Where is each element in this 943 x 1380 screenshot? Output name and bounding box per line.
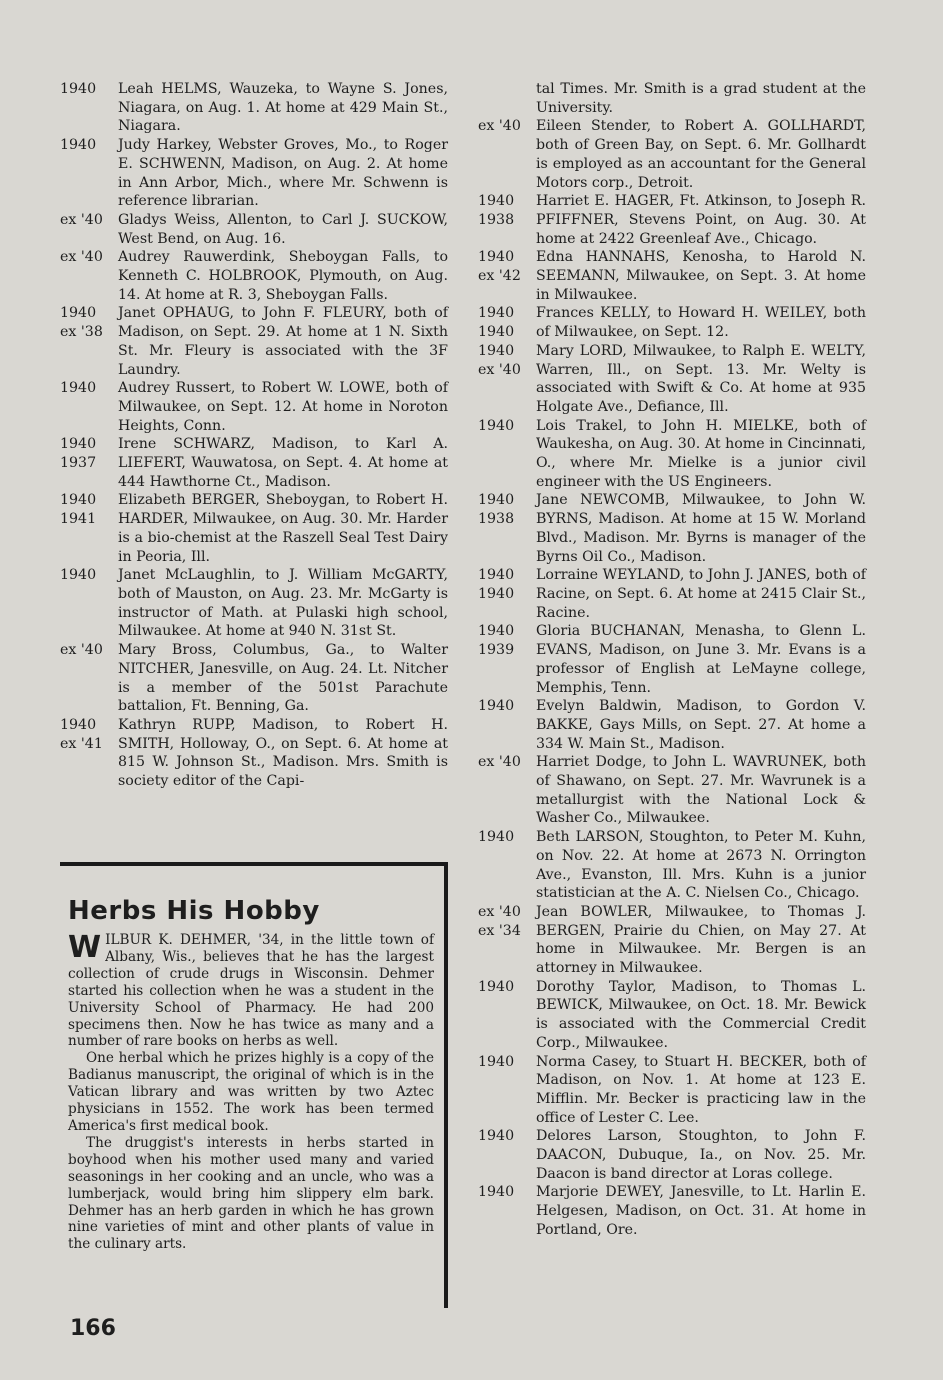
announcement-text: Marjorie DEWEY, Janesville, to Lt. Harlin E. Helgesen, Madison, on Oct. 31. At home in Portland, Ore. (536, 1184, 866, 1238)
class-year-labels (478, 753, 536, 828)
announcement-text: tal Times. Mr. Smith is a grad student at the University. (536, 81, 866, 116)
announcement-text: Harriet E. HAGER, Ft. Atkinson, to Joseph R. PFIFFNER, Stevens Point, on Aug. 30. At home at 2422 Greenleaf Ave., Chicago. (536, 193, 866, 247)
class-year-labels (478, 1053, 536, 1128)
page-number: 166 (70, 1316, 116, 1341)
announcement-text: Leah HELMS, Wauzeka, to Wayne S. Jones, Niagara, on Aug. 1. At home at 429 Main St., Niagara. (118, 81, 448, 135)
class-year-labels (60, 80, 118, 136)
class-year: 1940 (478, 1053, 515, 1070)
class-year: 1940 (60, 81, 97, 97)
herbs-sidebar-box (60, 862, 448, 1308)
announcement-text: Gloria BUCHANAN, Menasha, to Glenn L. EVANS, Madison, on June 3. Mr. Evans is a professor of English at LeMayne college, Memphis, Tenn. (536, 623, 866, 696)
class-year-labels (478, 491, 536, 566)
class-year: ex '40 (478, 118, 521, 135)
announcement-entry (478, 417, 866, 492)
class-year: 1940 (478, 1128, 515, 1145)
class-year-labels (478, 1127, 536, 1183)
left-column (60, 80, 448, 791)
class-year: ex '41 (60, 735, 103, 752)
sidebar-paragraph-1 (68, 932, 434, 1050)
announcement-entry (60, 435, 448, 491)
announcement-text: Lorraine WEYLAND, to John J. JANES, both of Racine, on Sept. 6. At home at 2415 Clair St., Racine. (536, 567, 866, 621)
announcement-entry (478, 491, 866, 566)
class-year-labels (478, 978, 536, 1053)
class-year: 1940 (478, 249, 515, 266)
announcement-entry (60, 716, 448, 791)
class-year: 1940 (478, 324, 515, 341)
announcement-entry (60, 641, 448, 716)
class-year: 1940 (60, 137, 97, 154)
class-year: 1940 (478, 585, 515, 602)
announcement-entry (478, 697, 866, 753)
class-year: ex '40 (60, 249, 103, 266)
sidebar-paragraph-1-text: ILBUR K. DEHMER, '34, in the little town of Albany, Wis., believes that he has the largest collection of crude drugs in Wisconsin. Dehmer started his collection when he was a student in the University School of Pharmacy. He had 200 specimens then. Now he has twice as many and a number of rare books on herbs as well. (68, 932, 434, 1050)
announcement-entry (478, 117, 866, 192)
class-year: 1937 (60, 455, 97, 472)
sidebar-title: Herbs His Hobby (68, 896, 320, 926)
class-year: 1940 (60, 305, 97, 322)
announcement-text: Frances KELLY, to Howard H. WEILEY, both of Milwaukee, on Sept. 12. (536, 305, 866, 341)
announcement-entry (478, 1127, 866, 1183)
announcement-text: Janet OPHAUG, to John F. FLEURY, both of Madison, on Sept. 29. At home at 1 N. Sixth St. Mr. Fleury is associated with the 3F Laundry. (118, 305, 448, 378)
announcement-entry (60, 211, 448, 248)
announcement-entry (60, 80, 448, 136)
class-year-labels (60, 379, 118, 435)
announcement-text: Lois Trakel, to John H. MIELKE, both of Waukesha, on Aug. 30. At home in Cincinnati, O., where Mr. Mielke is a junior civil engineer with the US Engineers. (536, 417, 866, 490)
class-year: 1938 (478, 511, 515, 528)
announcement-text: Norma Casey, to Stuart H. BECKER, both of Madison, on Nov. 1. At home at 123 E. Mifflin. Mr. Becker is practicing law in the office of Lester C. Lee. (536, 1053, 866, 1126)
class-year-labels (478, 697, 536, 753)
class-year: ex '34 (478, 922, 521, 939)
announcement-text: Beth LARSON, Stoughton, to Peter M. Kuhn, on Nov. 22. At home at 2673 N. Orrington Ave., Evanston, Ill. Mrs. Kuhn is a junior statistician at the A. C. Nielsen Co., Chicago. (536, 829, 866, 902)
class-year-labels (60, 491, 118, 566)
announcement-text: Audrey Rauwerdink, Sheboygan Falls, to Kenneth C. HOLBROOK, Plymouth, on Aug. 14. At home at R. 3, Sheboygan Falls. (118, 249, 448, 303)
announcement-text: Mary LORD, Milwaukee, to Ralph E. WELTY, Warren, Ill., on Sept. 13. Mr. Welty is associated with Swift & Co. At home at 935 Holgate Ave., Defiance, Ill. (536, 342, 866, 415)
announcement-text: Kathryn RUPP, Madison, to Robert H. SMITH, Holloway, O., on Sept. 6. At home at 815 W. Johnson St., Madison. Mrs. Smith is society editor of the Capi- (118, 716, 448, 790)
class-year: 1940 (478, 1184, 515, 1201)
class-year: 1941 (60, 511, 97, 528)
announcement-entry (478, 248, 866, 304)
class-year-labels (478, 1183, 536, 1239)
class-year-labels (478, 117, 536, 192)
announcement-text: Judy Harkey, Webster Groves, Mo., to Roger E. SCHWENN, Madison, on Aug. 2. At home in Ann Arbor, Mich., where Mr. Schwenn is reference librarian. (118, 137, 448, 210)
announcement-text: Harriet Dodge, to John L. WAVRUNEK, both of Shawano, on Sept. 27. Mr. Wavrunek is a metallurgist with the National Lock & Washer Co., Milwaukee. (536, 754, 866, 827)
class-year: ex '40 (478, 754, 521, 771)
class-year: 1940 (478, 829, 515, 846)
class-year-labels (478, 342, 536, 417)
class-year-labels (478, 903, 536, 978)
class-year: 1940 (478, 978, 515, 995)
announcement-text: Delores Larson, Stoughton, to John F. DAACON, Dubuque, Ia., on Nov. 25. Mr. Daacon is band director at Loras college. (536, 1128, 866, 1182)
class-year-labels (60, 136, 118, 211)
class-year: ex '40 (60, 211, 103, 228)
class-year-labels (478, 417, 536, 492)
class-year: 1939 (478, 642, 515, 659)
class-year-labels (60, 435, 118, 491)
announcement-text: Irene SCHWARZ, Madison, to Karl A. LIEFERT, Wauwatosa, on Sept. 4. At home at 444 Hawthorne Ct., Madison. (118, 436, 448, 490)
announcement-entry (478, 80, 866, 117)
class-year: 1940 (60, 380, 97, 397)
class-year-labels (60, 248, 118, 304)
class-year: 1938 (478, 211, 515, 228)
announcement-text: Edna HANNAHS, Kenosha, to Harold N. SEEMANN, Milwaukee, on Sept. 3. At home in Milwaukee. (536, 249, 866, 303)
class-year-labels (478, 192, 536, 248)
announcement-text: Eileen Stender, to Robert A. GOLLHARDT, both of Green Bay, on Sept. 6. Mr. Gollhardt is employed as an accountant for the General Motors corp., Detroit. (536, 118, 866, 191)
class-year: 1940 (478, 698, 515, 715)
announcement-entry (478, 978, 866, 1053)
announcement-entry (478, 342, 866, 417)
announcement-entry (478, 566, 866, 622)
class-year: ex '40 (478, 903, 521, 920)
class-year: 1940 (60, 436, 97, 453)
announcement-entry (478, 192, 866, 248)
class-year: ex '42 (478, 268, 521, 285)
class-year-labels (478, 828, 536, 903)
class-year-labels (60, 641, 118, 716)
class-year-labels (60, 211, 118, 248)
announcement-entry (60, 491, 448, 566)
announcement-entry (60, 566, 448, 641)
class-year: ex '40 (478, 361, 521, 378)
class-year: 1940 (478, 623, 515, 640)
class-year-labels (478, 622, 536, 697)
class-year: 1940 (478, 567, 515, 584)
announcement-text: Jean BOWLER, Milwaukee, to Thomas J. BERGEN, Prairie du Chien, on May 27. At home in Milwaukee. Mr. Bergen is an attorney in Milwaukee. (536, 903, 866, 977)
class-year-labels (60, 304, 118, 379)
class-year-labels (478, 304, 536, 341)
class-year: 1940 (478, 193, 515, 210)
announcement-text: Mary Bross, Columbus, Ga., to Walter NITCHER, Janesville, on Aug. 24. Lt. Nitcher is a member of the 501st Parachute battalion, Ft. Benning, Ga. (118, 642, 448, 715)
class-year: 1940 (478, 305, 515, 322)
announcement-entry (60, 304, 448, 379)
right-column (478, 80, 866, 1240)
class-year-labels (60, 716, 118, 791)
announcement-text: Elizabeth BERGER, Sheboygan, to Robert H. HARDER, Milwaukee, on Aug. 30. Mr. Harder is a bio-chemist at the Raszell Seal Test Dairy in Peoria, Ill. (118, 492, 448, 565)
class-year: 1940 (478, 342, 515, 359)
class-year: ex '40 (60, 642, 103, 659)
announcement-entry (60, 136, 448, 211)
announcement-entry (478, 753, 866, 828)
announcement-entry (478, 828, 866, 903)
sidebar-paragraph-3: The druggist's interests in herbs started in boyhood when his mother used many and varied seasonings in her cooking and an uncle, who was a lumberjack, would bring him slippery elm bark. Dehmer has an herb garden in which he has grown nine varieties of mint and other plants of value in the culinary arts. (68, 1134, 434, 1253)
class-year: 1940 (60, 716, 97, 733)
class-year: 1940 (60, 492, 97, 509)
dropcap: W (68, 930, 102, 965)
announcement-text: Dorothy Taylor, Madison, to Thomas L. BEWICK, Milwaukee, on Oct. 18. Mr. Bewick is associated with the Commercial Credit Corp., Milwaukee. (536, 978, 866, 1051)
class-year: 1940 (60, 567, 97, 584)
announcement-text: Evelyn Baldwin, Madison, to Gordon V. BAKKE, Gays Mills, on Sept. 27. At home a 334 W. Main St., Madison. (536, 698, 866, 752)
class-year-labels (478, 80, 536, 117)
class-year-labels (60, 566, 118, 641)
announcement-entry (478, 1183, 866, 1239)
announcement-entry (478, 903, 866, 978)
sidebar-paragraph-2: One herbal which he prizes highly is a copy of the Badianus manuscript, the original of which is in the Vatican library and was written by two Aztec physicians in 1552. The work has been termed America's first medical book. (68, 1050, 434, 1134)
announcement-entry (60, 379, 448, 435)
announcement-entry (60, 248, 448, 304)
announcement-text: Audrey Russert, to Robert W. LOWE, both of Milwaukee, on Sept. 12. At home in Noroton Heights, Conn. (118, 380, 448, 434)
class-year-labels (478, 566, 536, 622)
announcement-entry (478, 622, 866, 697)
class-year: 1940 (478, 492, 515, 509)
announcement-text: Jane NEWCOMB, Milwaukee, to John W. BYRNS, Madison. At home at 15 W. Morland Blvd., Madison. Mr. Byrns is manager of the Byrns Oil Co., Madison. (536, 492, 866, 565)
announcement-entry (478, 304, 866, 341)
class-year: ex '38 (60, 324, 103, 341)
class-year: 1940 (478, 417, 515, 434)
class-year-labels (478, 248, 536, 304)
announcement-entry (478, 1053, 866, 1128)
announcement-text: Gladys Weiss, Allenton, to Carl J. SUCKOW, West Bend, on Aug. 16. (118, 211, 448, 247)
announcement-text: Janet McLaughlin, to J. William McGARTY, both of Mauston, on Aug. 23. Mr. McGarty is instructor of Math. at Pulaski high school, Milwaukee. At home at 940 N. 31st St. (118, 567, 448, 640)
